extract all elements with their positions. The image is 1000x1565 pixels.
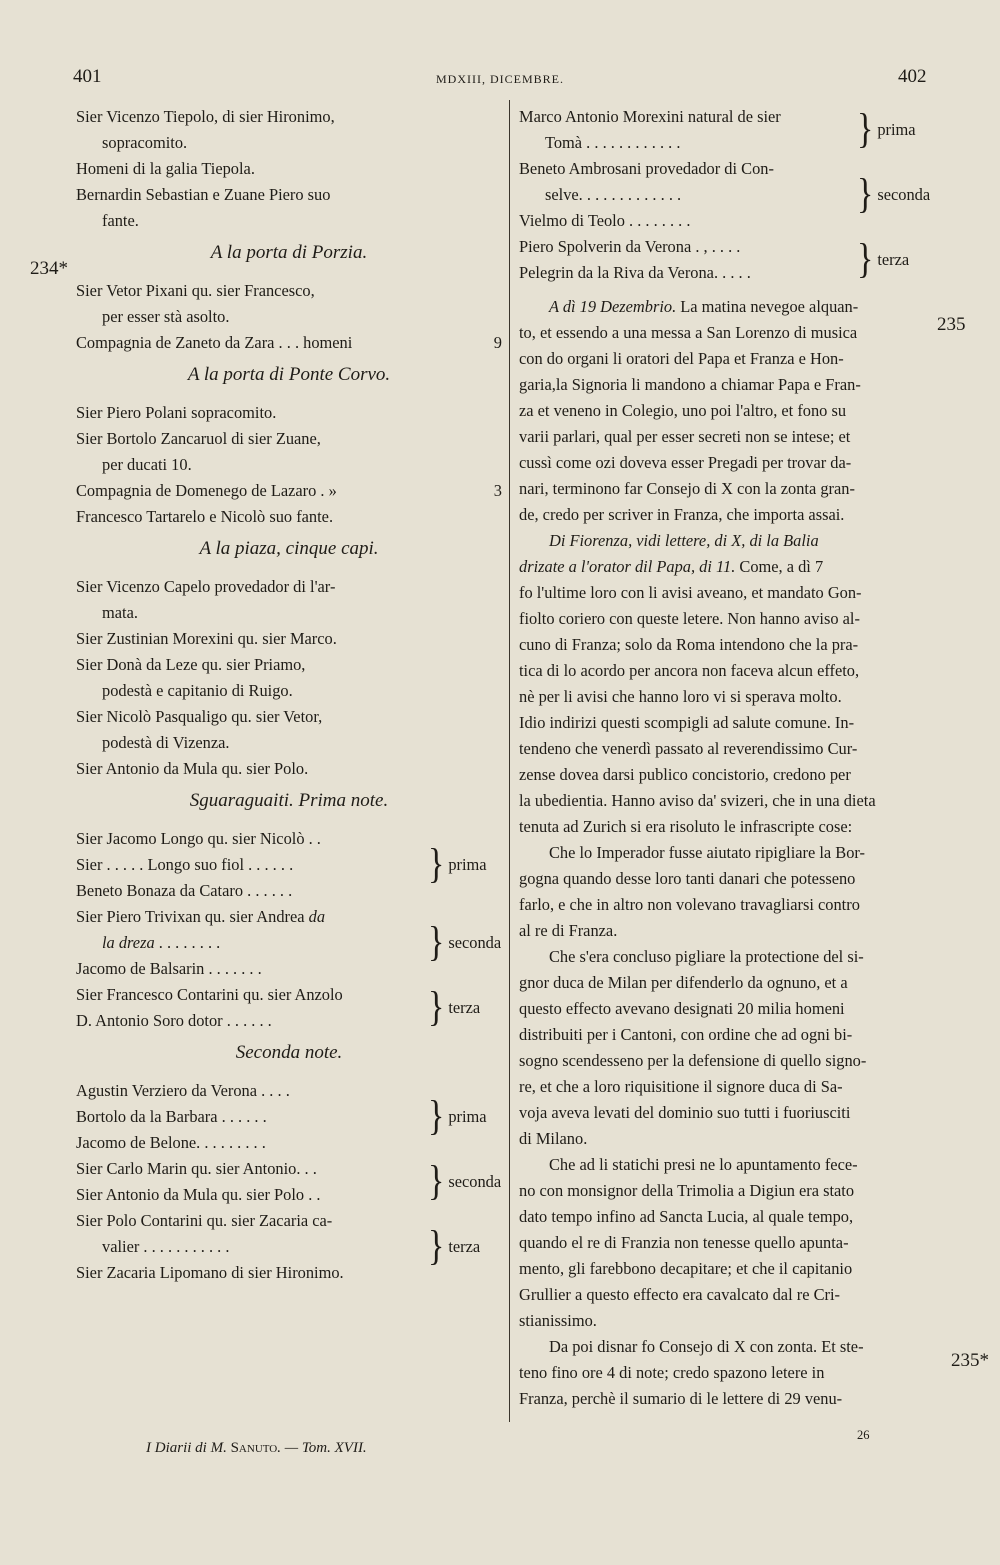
text-line: gnor duca de Milan per difenderlo da ognuno, et a xyxy=(519,973,848,992)
text-line: questo effecto avevano designati 20 milia homeni xyxy=(519,999,845,1018)
list-item: Sier Carlo Marin qu. sier Antonio. . . xyxy=(76,1159,317,1178)
running-title: MDXIII, DICEMBRE. xyxy=(436,72,564,86)
list-item: Tomà . . . . . . . . . . . . xyxy=(545,133,681,152)
list-item: Marco Antonio Morexini natural de sier xyxy=(519,107,781,126)
margin-ref-234: 234* xyxy=(30,258,68,279)
list-item: Sier Antonio da Mula qu. sier Polo . . xyxy=(76,1185,321,1204)
list-item xyxy=(76,478,502,504)
list-item: valier . . . . . . . . . . . xyxy=(102,1237,230,1256)
list-item: Sier Polo Contarini qu. sier Zacaria ca- xyxy=(76,1211,333,1230)
group-label: prima xyxy=(877,120,916,139)
text-line: zense dovea darsi publico concistorio, credono per xyxy=(519,765,851,784)
left-column xyxy=(76,104,502,1286)
list-item: Jacomo de Belone. . . . . . . . . xyxy=(76,1133,266,1152)
entry-dots: . . . . . . . . xyxy=(154,933,221,952)
list-item: fante. xyxy=(102,211,139,230)
text-line: to, et essendo a una messa a San Lorenzo di musica xyxy=(519,323,858,342)
list-item: Bernardin Sebastian e Zuane Piero suo xyxy=(76,185,331,204)
watch-group-prima-3 xyxy=(519,104,931,156)
paragraph-imperador xyxy=(519,840,931,944)
list-item: Homeni di la galia Tiepola. xyxy=(76,159,255,178)
list-item: Sier . . . . . Longo suo fiol . . . . . . xyxy=(76,855,294,874)
list-item: mata. xyxy=(102,603,138,622)
text-line: distribuiti per i Cantoni, con ordine che ad ogni bi- xyxy=(519,1025,853,1044)
paragraph-19-dezembrio xyxy=(519,294,931,528)
text-line: garia,la Signoria li mandono a chiamar Papa e Fran- xyxy=(519,375,861,394)
text-line: con do organi li oratori del Papa et Franza e Hon- xyxy=(519,349,844,368)
list-item: Sier Zacaria Lipomano di sier Hironimo. xyxy=(76,1263,344,1282)
brace-icon: } seconda xyxy=(428,1158,502,1205)
text-line: fiolto coriero con queste letere. Non hanno aviso al- xyxy=(519,609,860,628)
brace-icon: } terza xyxy=(428,984,481,1031)
entry-text: Compagnia de Domenego de Lazaro xyxy=(76,481,317,500)
page-footer xyxy=(146,1440,367,1457)
footer-author: Sanuto xyxy=(230,1440,278,1456)
text-line: za et veneno in Colegio, uno poi l'altro, et fono su xyxy=(519,401,847,420)
paragraph-disnar xyxy=(519,1334,931,1412)
section-heading-seconda-note: Seconda note. xyxy=(235,1042,343,1063)
group-label: prima xyxy=(448,1107,487,1126)
text-line: Che s'era concluso pigliare la protectione del si- xyxy=(549,947,864,966)
watch-group-prima xyxy=(76,826,502,904)
paragraph-fiorenza xyxy=(519,528,931,840)
text-line: fo l'ultime loro con li avisi aveano, et mandato Gon- xyxy=(519,583,862,602)
margin-ref-235-star: 235* xyxy=(951,1350,989,1371)
list-item: Sier Francesco Contarini qu. sier Anzolo xyxy=(76,985,343,1004)
list-item: Pelegrin da la Riva da Verona. . . . . xyxy=(519,263,751,282)
text-line: di Milano. xyxy=(519,1129,588,1148)
text-line: mento, gli farebbono decapitare; et che il capitanio xyxy=(519,1259,853,1278)
list-item xyxy=(76,330,502,356)
margin-ref-235: 235 xyxy=(937,314,966,335)
paragraph-statichi xyxy=(519,1152,931,1334)
entry-ditto: . » xyxy=(320,481,337,500)
list-item: D. Antonio Soro dotor . . . . . . xyxy=(76,1011,272,1030)
list-item: Sier Vicenzo Tiepolo, di sier Hironimo, xyxy=(76,107,335,126)
column-divider xyxy=(509,100,510,1422)
text-line: voja aveva levati del dominio suo tutti i fuoriusciti xyxy=(519,1103,851,1122)
text-line: gogna quando desse loro tanti danari che potesseno xyxy=(519,869,856,888)
entry-count: 9 xyxy=(493,333,502,352)
group-label: seconda xyxy=(877,185,931,204)
page-number-left: 401 xyxy=(73,66,102,87)
text-line xyxy=(519,554,931,580)
brace-icon: } prima xyxy=(428,1093,487,1140)
text-line: no con monsignor della Trimolia a Digiun era stato xyxy=(519,1181,855,1200)
entry-text-italic: da xyxy=(308,907,326,926)
watch-group-seconda-3 xyxy=(519,156,931,234)
text-line: Grullier a questo effecto era cavalcato dal re Cri- xyxy=(519,1285,840,1304)
brace-icon: } seconda xyxy=(857,171,931,218)
list-item: podestà e capitanio di Ruigo. xyxy=(102,681,293,700)
list-item: Bortolo da la Barbara . . . . . . xyxy=(76,1107,267,1126)
list-item: Beneto Ambrosani provedador di Con- xyxy=(519,159,774,178)
list-item: selve. . . . . . . . . . . . . xyxy=(545,185,682,204)
footer-volume: . — Tom. XVII. xyxy=(277,1440,367,1456)
text-line: Che lo Imperador fusse aiutato ripigliare la Bor- xyxy=(549,843,865,862)
text-line: tendeno che venerdì passato al reverendissimo Cur- xyxy=(519,739,858,758)
text-line: nè per li avisi che hanno loro vi si sperava molto. xyxy=(519,687,842,706)
brace-icon: } prima xyxy=(857,106,916,153)
list-item xyxy=(76,904,424,930)
text-span: Come, a dì 7 xyxy=(735,557,824,576)
watch-group-prima-2 xyxy=(76,1078,502,1156)
watch-group-terza-3 xyxy=(519,234,931,286)
brace-icon: } terza xyxy=(857,236,910,283)
list-item: Sier Bortolo Zancaruol di sier Zuane, xyxy=(76,429,321,448)
list-item: per ducati 10. xyxy=(102,455,192,474)
group-label: seconda xyxy=(448,933,502,952)
list-item: Sier Jacomo Longo qu. sier Nicolò . . xyxy=(76,829,321,848)
text-line: sogno scendesseno per la defensione di quello signo- xyxy=(519,1051,867,1070)
section-heading-prima-note: Sguaraguaiti. Prima note. xyxy=(189,790,389,811)
entry-date: A dì 19 Dezembrio. xyxy=(549,297,677,316)
signature-mark: 26 xyxy=(857,1428,870,1442)
watch-group-seconda xyxy=(76,904,502,982)
text-line: tenuta ad Zurich si era risoluto le infrascripte cose: xyxy=(519,817,853,836)
text-line: Da poi disnar fo Consejo di X con zonta. Et ste- xyxy=(549,1337,864,1356)
list-item: Sier Piero Polani sopracomito. xyxy=(76,403,277,422)
text-line: cussì come ozi doveva esser Pregadi per trovar da- xyxy=(519,453,852,472)
list-item xyxy=(76,930,424,956)
list-item: Jacomo de Balsarin . . . . . . . xyxy=(76,959,262,978)
page-number-right: 402 xyxy=(898,66,927,87)
list-item: Sier Antonio da Mula qu. sier Polo. xyxy=(76,759,309,778)
entry-text: Sier Piero Trivixan qu. sier Andrea xyxy=(76,907,309,926)
section-heading-piaza: A la piaza, cinque capi. xyxy=(199,538,379,559)
text-line: teno fino ore 4 di note; credo spazono letere in xyxy=(519,1363,825,1382)
list-item: sopracomito. xyxy=(102,133,188,152)
text-line: nari, terminono far Consejo di X con la zonta gran- xyxy=(519,479,855,498)
list-item: Sier Vetor Pixani qu. sier Francesco, xyxy=(76,281,315,300)
text-line: de, credo per scriver in Franza, che importa assai. xyxy=(519,505,845,524)
text-line: Franza, perchè il sumario di le lettere di 29 venu- xyxy=(519,1389,843,1408)
text-line: Idio indirizi questi scompigli ad salute comune. In- xyxy=(519,713,855,732)
group-label: terza xyxy=(877,250,910,269)
watch-group-terza xyxy=(76,982,502,1034)
text-line: stianissimo. xyxy=(519,1311,597,1330)
text-line: varii parlari, qual per esser secreti non se intese; et xyxy=(519,427,851,446)
paragraph-protectione xyxy=(519,944,931,1152)
text-line: la ubedientia. Hanno aviso da' svizeri, che in una dieta xyxy=(519,791,876,810)
text-line xyxy=(519,294,931,320)
text-span: La matina nevegoe alquan- xyxy=(676,297,859,316)
text-line: quando el re di Franzia non tenesse quello apunta- xyxy=(519,1233,849,1252)
group-label: prima xyxy=(448,855,487,874)
footer-text: I Diarii di M. xyxy=(146,1440,231,1456)
list-item: Agustin Verziero da Verona . . . . xyxy=(76,1081,290,1100)
list-item: Sier Nicolò Pasqualigo qu. sier Vetor, xyxy=(76,707,323,726)
brace-icon: } prima xyxy=(428,841,487,888)
group-label: terza xyxy=(448,998,481,1017)
text-line: al re di Franza. xyxy=(519,921,618,940)
brace-icon: } seconda xyxy=(428,919,502,966)
entry-text: Compagnia de Zaneto da Zara xyxy=(76,333,275,352)
text-line: dato tempo infino ad Sancta Lucia, al quale tempo, xyxy=(519,1207,854,1226)
entry-unit: . . . homeni xyxy=(278,333,353,352)
group-label: terza xyxy=(448,1237,481,1256)
list-item: podestà di Vizenza. xyxy=(102,733,230,752)
watch-group-seconda-2 xyxy=(76,1156,502,1208)
entry-text-italic: la dreza xyxy=(102,933,155,952)
text-line: cuno di Franza; solo da Roma intendono che la pra- xyxy=(519,635,859,654)
list-item: per esser stà asolto. xyxy=(102,307,230,326)
entry-source: drizate a l'orator dil Papa, di 11. xyxy=(519,557,736,576)
list-item: Sier Zustinian Morexini qu. sier Marco. xyxy=(76,629,337,648)
list-item: Sier Donà da Leze qu. sier Priamo, xyxy=(76,655,306,674)
list-item: Beneto Bonaza da Cataro . . . . . . xyxy=(76,881,293,900)
watch-group-terza-2 xyxy=(76,1208,502,1286)
section-heading-porzia: A la porta di Porzia. xyxy=(210,242,368,263)
list-item: Piero Spolverin da Verona . , . . . . xyxy=(519,237,741,256)
section-heading-ponte-corvo: A la porta di Ponte Corvo. xyxy=(187,364,391,385)
text-line: re, et che a loro riquisitione il signore duca di Sa- xyxy=(519,1077,843,1096)
text-line: farlo, e che in altro non volevano travagliarsi contro xyxy=(519,895,860,914)
list-item: Francesco Tartarelo e Nicolò suo fante. xyxy=(76,507,334,526)
group-label: seconda xyxy=(448,1172,502,1191)
text-line: Che ad li statichi presi ne lo apuntamento fece- xyxy=(549,1155,858,1174)
list-item: Sier Vicenzo Capelo provedador di l'ar- xyxy=(76,577,336,596)
entry-count: 3 xyxy=(493,481,502,500)
brace-icon: } terza xyxy=(428,1223,481,1270)
list-item: Vielmo di Teolo . . . . . . . . xyxy=(519,211,691,230)
text-line: tica di lo acordo per ancora non faceva alcun effeto, xyxy=(519,661,860,680)
right-column xyxy=(519,104,931,1412)
text-line: Di Fiorenza, vidi lettere, di X, di la Balia xyxy=(549,531,819,550)
